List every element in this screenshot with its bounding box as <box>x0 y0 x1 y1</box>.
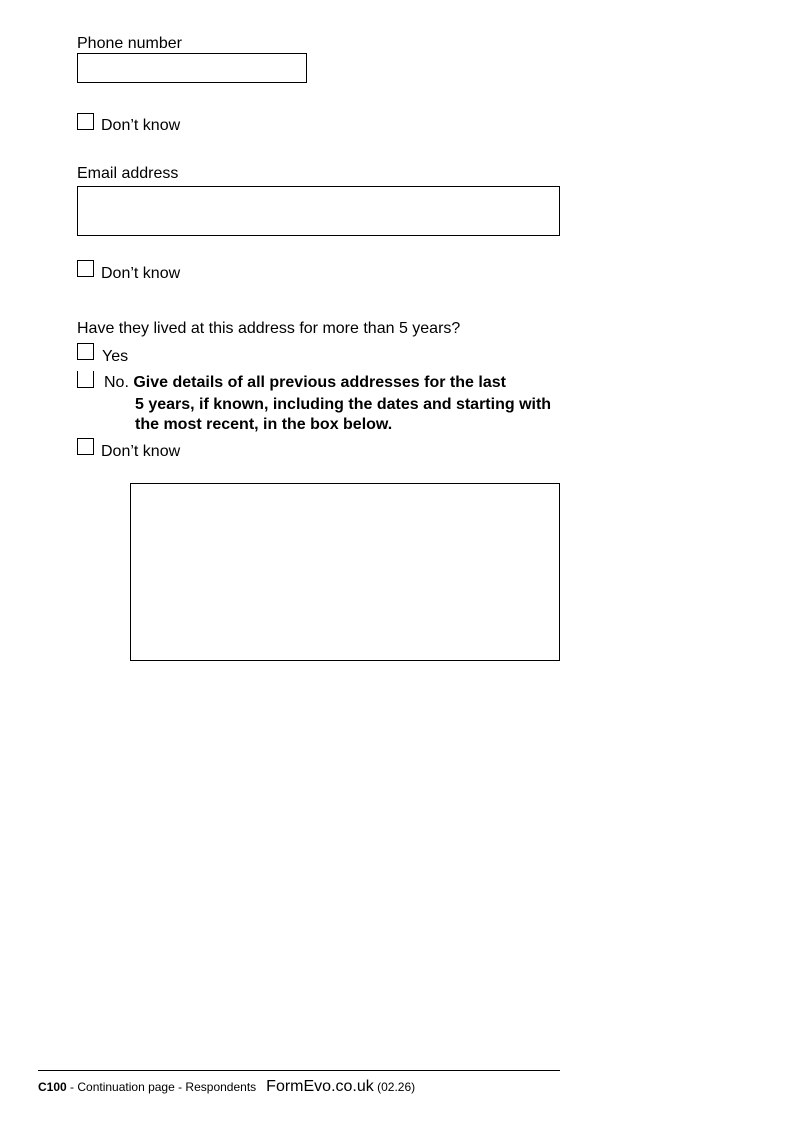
residence-no-prefix: No. <box>104 374 129 391</box>
phone-dont-know-label: Don’t know <box>101 117 181 134</box>
checkbox-box-icon <box>77 438 94 455</box>
residence-dont-know-label: Don’t know <box>101 443 181 460</box>
checkbox-box-icon <box>77 260 94 277</box>
checkbox-box-icon <box>77 371 94 388</box>
footer-separator: - <box>66 1080 78 1094</box>
footer-divider <box>38 1070 560 1071</box>
phone-input[interactable] <box>77 53 307 83</box>
email-dont-know-label: Don’t know <box>101 265 181 282</box>
residence-question: Have they lived at this address for more than 5 years? <box>77 320 461 337</box>
footer-brand: FormEvo.co.uk <box>266 1078 374 1095</box>
footer-form-code: C100 <box>38 1080 67 1094</box>
phone-label: Phone number <box>77 35 182 52</box>
residence-no-instruction-line3: the most recent, in the box below. <box>135 416 393 433</box>
footer-version: (02.26) <box>377 1080 416 1094</box>
residence-yes-label: Yes <box>102 348 129 365</box>
residence-no-checkbox[interactable] <box>77 371 94 393</box>
residence-no-instruction-line1: Give details of all previous addresses for the last <box>133 374 506 391</box>
residence-no-instruction-line2: 5 years, if known, including the dates and starting with <box>135 396 552 413</box>
residence-dont-know-checkbox[interactable] <box>77 438 94 460</box>
residence-no-label <box>104 374 506 392</box>
phone-dont-know-checkbox[interactable] <box>77 113 94 135</box>
checkbox-box-icon <box>77 113 94 130</box>
email-input[interactable] <box>77 186 560 236</box>
checkbox-box-icon <box>77 343 94 360</box>
previous-addresses-textarea[interactable] <box>130 483 560 661</box>
footer <box>38 1080 415 1094</box>
email-label: Email address <box>77 165 179 182</box>
footer-page-title: Continuation page - Respondents <box>77 1080 257 1094</box>
residence-yes-checkbox[interactable] <box>77 343 94 365</box>
email-dont-know-checkbox[interactable] <box>77 260 94 282</box>
